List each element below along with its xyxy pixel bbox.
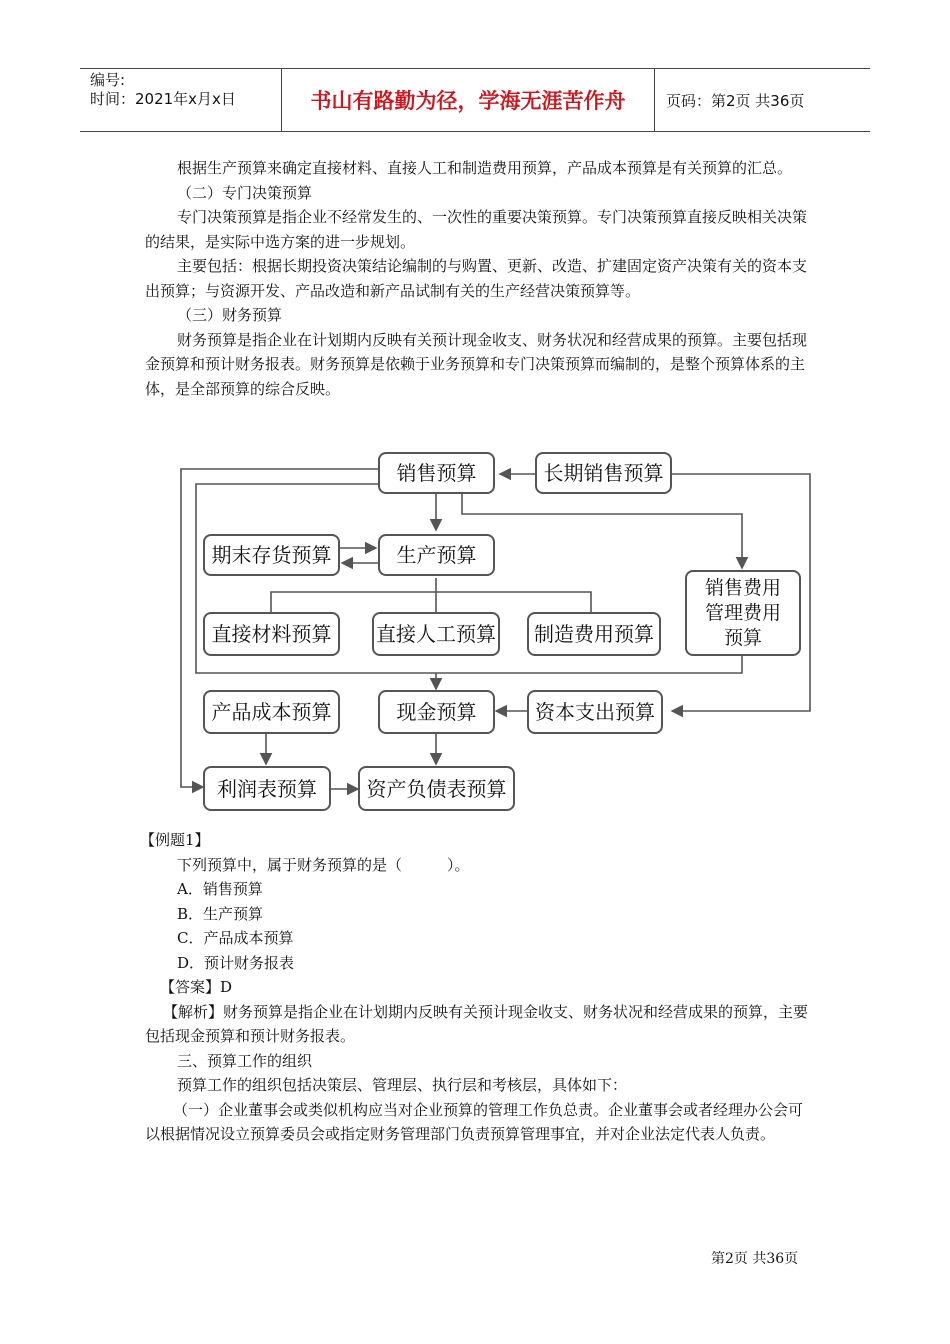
header-motto: 书山有路勤为径，学海无涯苦作舟 (310, 89, 626, 113)
node-long-term-sales-budget: 长期销售预算 (535, 452, 672, 494)
node-production-budget: 生产预算 (378, 534, 495, 576)
time-label: 时间：2021年x月x日 (90, 90, 236, 108)
node-balance-sheet-budget: 资产负债表预算 (358, 766, 515, 811)
node-product-cost-budget: 产品成本预算 (203, 690, 340, 734)
arrow-sales-to-selling (462, 494, 742, 568)
subheading: （二）专门决策预算 (177, 183, 313, 202)
node-direct-labor-budget: 直接人工预算 (372, 612, 500, 656)
node-sales-budget: 销售预算 (378, 452, 495, 494)
intro-text (145, 156, 810, 401)
header-page-info: 页码：第2页 共36页 (666, 92, 805, 110)
answer: 【答案】D (160, 978, 233, 996)
node-ending-inventory-budget: 期末存货预算 (203, 534, 340, 576)
option-c: C．产品成本预算 (177, 929, 294, 947)
header-divider (654, 69, 655, 131)
node-direct-material-budget: 直接材料预算 (203, 612, 340, 656)
header-left (90, 71, 236, 109)
analysis: 【解析】财务预算是指企业在计划期内反映有关预计现金收支、财务状况和经营成果的预算，主要包括现金预算和预计财务报表。 (145, 1002, 809, 1045)
example-title: 【例题1】 (140, 831, 210, 849)
example-question: 下列预算中，属于财务预算的是（ ）。 (177, 855, 470, 874)
option-a: A．销售预算 (177, 880, 263, 898)
node-income-statement-budget: 利润表预算 (203, 766, 331, 811)
section-item-1: （一）企业董事会或类似机构应当对企业预算的管理工作负总责。企业董事会或者经理办公会可以根据情况设立预算委员会或指定财务管理部门负责预算管理事宜，并对企业法定代表人负责。 (145, 1100, 804, 1143)
line-production-distribution (271, 592, 591, 612)
section-title: 三、预算工作的组织 (177, 1051, 313, 1070)
subheading: （三）财务预算 (177, 306, 283, 324)
example-block (140, 828, 810, 1147)
node-selling-admin-budget: 销售费用 管理费用 预算 (685, 570, 801, 656)
node-overhead-budget: 制造费用预算 (527, 612, 661, 656)
paragraph: 专门决策预算是指企业不经常发生的、一次性的重要决策预算。专门决策预算直接反映相关决策的结果，是实际中选方案的进一步规划。 (145, 208, 808, 251)
option-b: B．生产预算 (177, 904, 264, 923)
page-footer: 第2页 共36页 (711, 1251, 799, 1267)
option-d: D．预计财务报表 (177, 953, 295, 972)
node-cash-budget: 现金预算 (378, 690, 495, 734)
paragraph: 主要包括：根据长期投资决策结论编制的与购置、更新、改造、扩建固定资产决策有关的资本支出预算；与资源开发、产品改造和新产品试制有关的生产经营决策预算等。 (145, 257, 808, 300)
page-header (80, 68, 870, 132)
paragraph: 财务预算是指企业在计划期内反映有关预计现金收支、财务状况和经营成果的预算。主要包括现金预算和预计财务报表。财务预算是依赖于业务预算和专门决策预算而编制的，是整个预算体系的主体，是全部预算的综合反映。 (145, 330, 808, 398)
section-intro: 预算工作的组织包括决策层、管理层、执行层和考核层，具体如下： (177, 1076, 628, 1094)
paragraph: 根据生产预算来确定直接材料、直接人工和制造费用预算，产品成本预算是有关预算的汇总。 (177, 159, 793, 177)
number-label: 编号: (90, 71, 126, 89)
node-capital-expenditure-budget: 资本支出预算 (527, 690, 663, 734)
